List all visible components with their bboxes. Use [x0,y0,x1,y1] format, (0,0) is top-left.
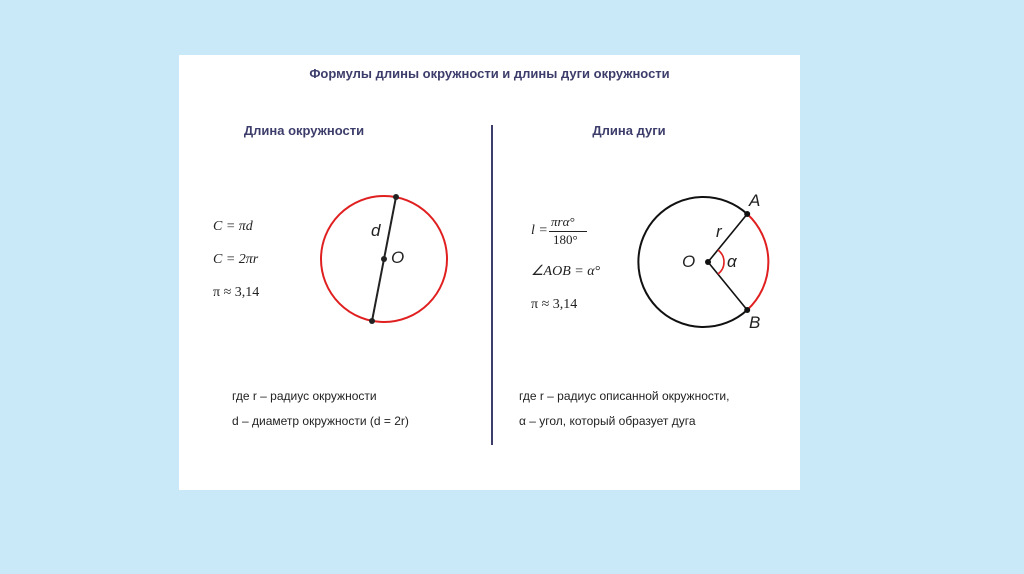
formula-circumference-radius: C = 2πr [213,252,259,267]
page-title: Формулы длины окружности и длины дуги окружности [309,66,670,81]
arc-length-numerator: πrα° [551,214,575,229]
angle-label: α [727,252,737,271]
center-label-left: O [391,248,405,267]
diagrams-svg [179,55,800,490]
point-b-label: B [749,313,761,332]
point-a-label: A [749,191,761,210]
point-a [744,211,750,217]
radius-label: r [716,222,722,241]
formula-pi-right: π ≈ 3,14 [531,297,578,312]
formula-angle-aob: ∠AOB = α° [531,264,601,279]
arc-red [747,214,768,310]
diameter-label: d [371,221,381,240]
formula-card [179,55,800,490]
arc-length-denominator: 180° [553,232,578,247]
angle-arc [718,250,724,274]
formula-circumference-diameter: C = πd [213,219,253,234]
arc-length-lhs: l = [531,223,548,238]
note-arc-angle: α – угол, который образует дуга [519,414,696,428]
formula-pi: π ≈ 3,14 [213,285,260,300]
note-circumscribed-radius: где r – радиус описанной окружности, [519,389,730,403]
note-radius: где r – радиус окружности [232,389,377,403]
note-diameter: d – диаметр окружности (d = 2r) [232,414,409,428]
center-point-left [381,256,387,262]
diameter-endpoint-top [393,194,399,200]
center-point-right [705,259,711,265]
center-label-right: O [682,252,696,271]
circumference-heading: Длина окружности [243,123,365,138]
arc-length-heading: Длина дуги [592,123,666,138]
diameter-endpoint-bottom [369,318,375,324]
